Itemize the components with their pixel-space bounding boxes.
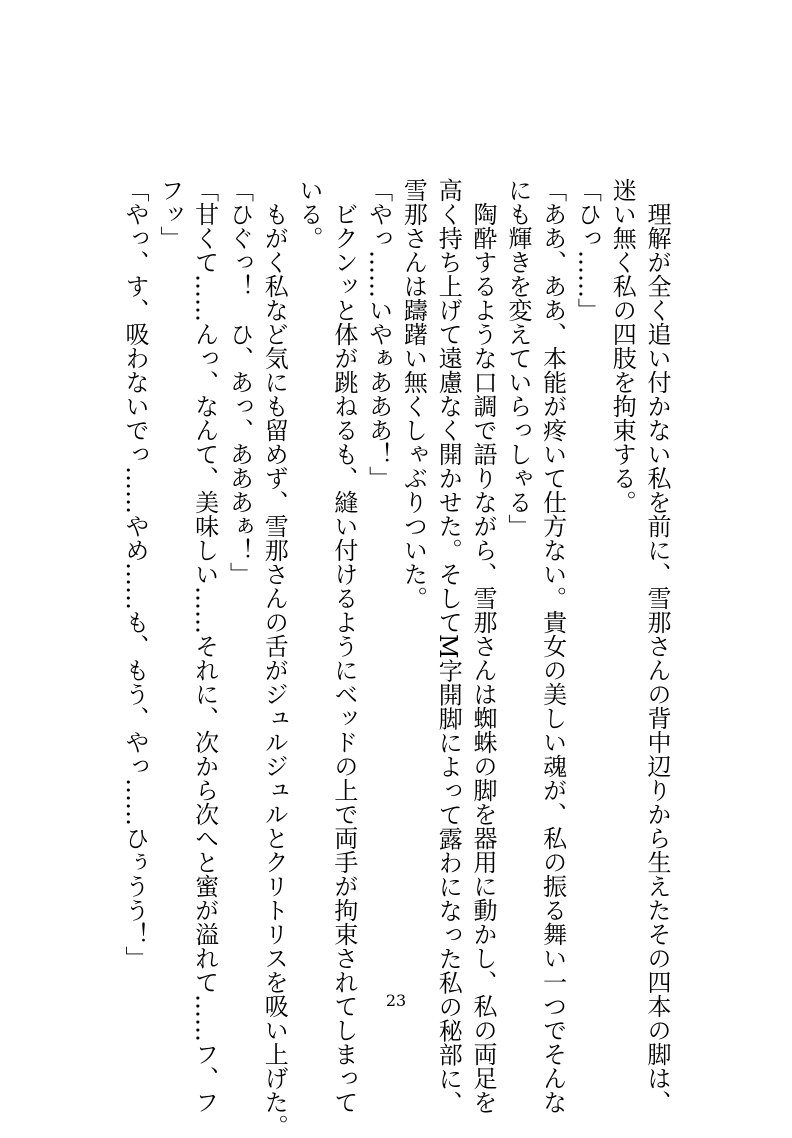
text-line-5: にも輝きを変えていらっしゃる」 — [503, 178, 532, 538]
text-line-14: 「甘くて……んっ、なんて、美味しい……それに、次から次へと蜜が溢れて……フ、フ — [190, 178, 219, 1114]
text-line-15: フッ」 — [155, 178, 184, 250]
text-line-11: いる。 — [295, 178, 324, 250]
text-line-6: 陶酔するような口調で語りながら、雪那さんは蜘蛛の脚を器用に動かし、私の両足を — [469, 202, 498, 1114]
text-line-1: 理解が全く追い付かない私を前に、雪那さんの背中辺りから生えたその四本の脚は、 — [643, 202, 671, 1114]
text-line-9: 「やっ……いやぁあああ！」 — [364, 178, 393, 490]
text-line-7: 高く持ち上げて遠慮なく開かせた。そしてM字開脚によって露わになった私の秘部に、 — [434, 178, 463, 1115]
text-line-13: 「ひぐっ！ ひ、あっ、あああぁ！」 — [225, 178, 254, 586]
text-line-10: ビクンッと体が跳ねるも、縫い付けるようにベッドの上で両手が拘束されてしまって — [329, 202, 358, 1114]
text-line-16: 「やっ、す、吸わないでっ……やめ……も、もう、やっ……ひぅうう！」 — [121, 178, 150, 970]
text-line-12: もがく私など気にも留めず、雪那さんの舌がジュルジュルとクリトリスを吸い上げた。 — [260, 202, 289, 1138]
text-line-8: 雪那さんは躊躇い無くしゃぶりついた。 — [399, 178, 428, 610]
page-number: 23 — [385, 991, 407, 1010]
text-line-3: 「ひっ……」 — [573, 178, 602, 322]
text-line-2: 迷い無く私の四肢を拘束する。 — [608, 178, 637, 514]
text-line-4: 「ああ、ああ、本能が疼いて仕方ない。貴女の美しい魂が、私の振る舞い一つでそんな — [538, 178, 567, 1114]
